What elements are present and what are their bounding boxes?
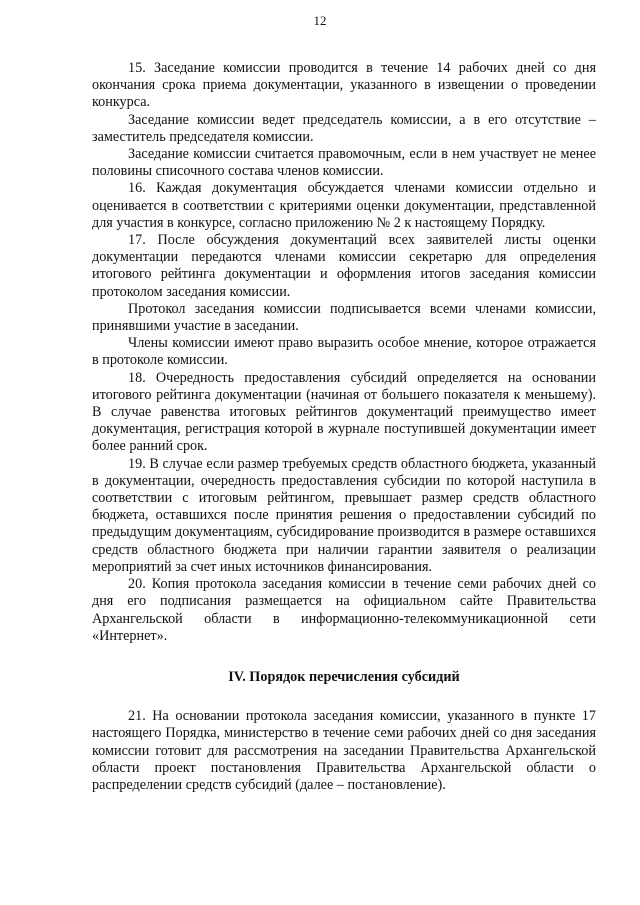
paragraph-15-chair: Заседание комиссии ведет председатель комиссии, а в его отсутствие – заместитель председателя комиссии.	[92, 111, 596, 145]
paragraph-16: 16. Каждая документация обсуждается членами комиссии отдельно и оценивается в соответствии с критериями оценки документации, представленной для участия в конкурсе, согласно приложению № 2 к настоящему Порядку.	[92, 180, 596, 231]
paragraph-21: 21. На основании протокола заседания комиссии, указанного в пункте 17 настоящего Порядка, министерство в течение семи рабочих дней со дня заседания комиссии готовит для рассмотрения на заседании Правительства Архангельской области проект постановления Правительства Архангельской области о распределении средств субсидий (далее – постановление).	[92, 708, 596, 793]
paragraph-15-quorum: Заседание комиссии считается правомочным, если в нем участвует не менее половины списочного состава членов комиссии.	[92, 146, 596, 180]
paragraph-15: 15. Заседание комиссии проводится в течение 14 рабочих дней со дня окончания срока приема документации, указанного в извещении о проведении конкурса.	[92, 60, 596, 111]
document-body	[92, 60, 596, 794]
paragraph-17-protocol: Протокол заседания комиссии подписывается всеми членами комиссии, принявшими участие в заседании.	[92, 300, 596, 335]
paragraph-19: 19. В случае если размер требуемых средств областного бюджета, указанный в документации, очередность предоставления субсидии по которой наступила в соответствии с итоговым рейтингом, превышает размер средств областного бюджета, оставшихся после принятия решения о предоставлении субсидий по предыдущим документациям, субсидирование производится в размере оставшихся средств областного бюджета при наличии гарантии заявителя о реализации мероприятий за счет иных источников финансирования.	[92, 455, 596, 575]
paragraph-20: 20. Копия протокола заседания комиссии в течение семи рабочих дней со дня его подписания размещается на официальном сайте Правительства Архангельской области в информационно-телекоммуникационной сети «Интернет».	[92, 576, 596, 644]
paragraph-17-opinion: Члены комиссии имеют право выразить особое мнение, которое отражается в протоколе комиссии.	[92, 335, 596, 369]
page-number: 12	[313, 13, 327, 28]
paragraph-17: 17. После обсуждения документаций всех заявителей листы оценки документации передаются членами комиссии секретарю для определения итогового рейтинга документации и оформления итогов заседания комиссии протоколом заседания комиссии.	[92, 232, 596, 300]
section-heading: IV. Порядок перечисления субсидий	[228, 668, 460, 685]
paragraph-18: 18. Очередность предоставления субсидий определяется на основании итогового рейтинга документации (начиная от большего показателя к меньшему). В случае равенства итоговых рейтингов документаций преимущество имеет документация, регистрация которой в журнале поступившей документации имеет более ранний срок.	[92, 369, 596, 455]
